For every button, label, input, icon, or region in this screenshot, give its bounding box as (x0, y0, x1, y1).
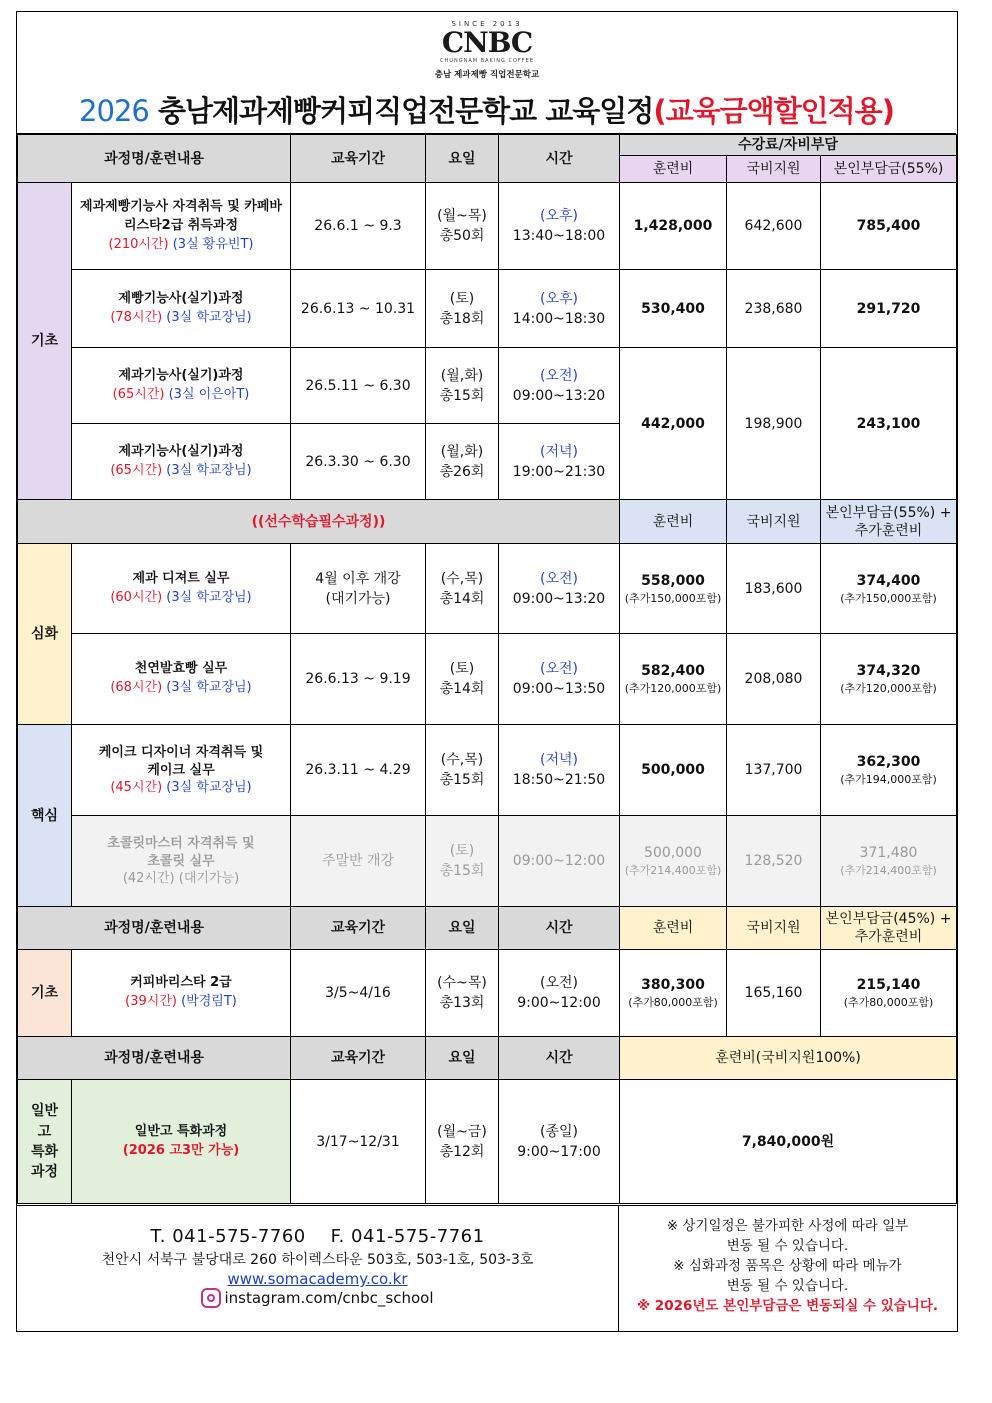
course-name: 제빵기능사(실기)과정 (78시간) (3실 학교장님) (72, 270, 291, 348)
course-time: (오후) 13:40~18:00 (499, 183, 620, 270)
header-row (18, 135, 957, 156)
prereq-fee-gov: 국비지원 (727, 500, 821, 544)
course-gov: 642,600 (727, 183, 821, 270)
course-name: 초콜릿마스터 자격취득 및 초콜릿 실무 (42시간) (대기가능) (72, 816, 291, 907)
course-time: (오전) 09:00~13:50 (499, 634, 620, 725)
course-time: (오전) 9:00~12:00 (499, 950, 620, 1037)
course-time: (오전) 09:00~13:20 (499, 544, 620, 634)
contact-info (17, 1206, 619, 1332)
header-fee-self: 본인부담금(55%) (821, 156, 957, 183)
page-title: 2026 충남제과제빵커피직업전문학교 교육일정(교육금액할인적용) (79, 94, 894, 128)
course-name: 케이크 디자이너 자격취득 및 케이크 실무 (45시간) (3실 학교장님) (72, 725, 291, 816)
course-time: (오전) 09:00~13:20 (499, 348, 620, 424)
course-time: (종일) 9:00~17:00 (499, 1080, 620, 1204)
shared-fee: 442,000 (620, 348, 727, 500)
header-fee-gov: 국비지원 (727, 156, 821, 183)
header-course: 과정명/훈련내용 (18, 135, 291, 183)
instagram-icon (201, 1288, 221, 1308)
shared-gov: 198,900 (727, 348, 821, 500)
course-day: (수~목) 총13회 (426, 950, 499, 1037)
course-period: 26.5.11 ~ 6.30 (291, 348, 426, 424)
course-self: 371,480 (추가214,400포함) (821, 816, 957, 907)
school-logo: SINCE 2013 CNBC CHUNGNAM BAKING COFFEE 충남 제과제빵 직업전문학교 (434, 20, 540, 80)
table-row (18, 950, 957, 1037)
category-advanced: 심화 (18, 544, 72, 725)
course-name: 제과기능사(실기)과정 (65시간) (3실 학교장님) (72, 424, 291, 500)
category-core: 핵심 (18, 725, 72, 907)
page-footer (17, 1205, 956, 1331)
course-name: 천연발효빵 실무 (68시간) (3실 학교장님) (72, 634, 291, 725)
course-self: 785,400 (821, 183, 957, 270)
course-day: (월~목) 총50회 (426, 183, 499, 270)
course-period: 26.6.13 ~ 9.19 (291, 634, 426, 725)
course-gov: 208,080 (727, 634, 821, 725)
course-day: (월,화) 총15회 (426, 348, 499, 424)
course-name: 커피바리스타 2급 (39시간) (박경림T) (72, 950, 291, 1037)
course-self: 362,300 (추가194,000포함) (821, 725, 957, 816)
course-gov: 238,680 (727, 270, 821, 348)
shared-self: 243,100 (821, 348, 957, 500)
course-period: 26.3.30 ~ 6.30 (291, 424, 426, 500)
instagram-link[interactable]: instagram.com/cnbc_school (201, 1288, 433, 1308)
notes: ※ 상기일정은 불가피한 사정에 따라 일부 변동 될 수 있습니다. ※ 심화과정 품목은 상황에 따라 메뉴가 변동 될 수 있습니다. ※ 2026년도 본인부담금은 변동되실 수 있습니다. (636, 1218, 939, 1314)
course-time: (저녁) 18:50~21:50 (499, 725, 620, 816)
course-period: 26.6.1 ~ 9.3 (291, 183, 426, 270)
course-day: (토) 총14회 (426, 634, 499, 725)
prereq-fee-training: 훈련비 (620, 500, 727, 544)
course-day: (수,목) 총14회 (426, 544, 499, 634)
category-basic: 기초 (18, 183, 72, 500)
course-self: 215,140 (추가80,000포함) (821, 950, 957, 1037)
course-gov: 183,600 (727, 544, 821, 634)
course-fee: 380,300 (추가80,000포함) (620, 950, 727, 1037)
page-header (17, 12, 956, 134)
table-row (18, 816, 957, 907)
course-day: (월~금) 총12회 (426, 1080, 499, 1204)
table-row (18, 544, 957, 634)
course-day: (토) 총15회 (426, 816, 499, 907)
course-period: 4월 이후 개강 (대기가능) (291, 544, 426, 634)
course-time: (오후) 14:00~18:30 (499, 270, 620, 348)
header-day: 요일 (426, 135, 499, 183)
course-fee: 1,428,000 (620, 183, 727, 270)
course-self: 374,400 (추가150,000포함) (821, 544, 957, 634)
course-fee: 500,000 (620, 725, 727, 816)
schedule-table (17, 134, 957, 1204)
course-gov: 137,700 (727, 725, 821, 816)
header-fee-training: 훈련비 (620, 156, 727, 183)
category-general: 일반 고 특화 과정 (18, 1080, 72, 1204)
table-row (18, 1080, 957, 1204)
header-time: 시간 (499, 135, 620, 183)
course-fee: 500,000 (추가214,400포함) (620, 816, 727, 907)
schedule-sheet (16, 11, 958, 1332)
course-self: 291,720 (821, 270, 957, 348)
course-period: 3/5~4/16 (291, 950, 426, 1037)
course-time: 09:00~12:00 (499, 816, 620, 907)
course-name: 제과제빵기능사 자격취득 및 카페바리스타2급 취득과정 (210시간) (3실 황유빈T) (72, 183, 291, 270)
table-row (18, 183, 957, 270)
prereq-fee-self: 본인부담금(55%) + 추가훈련비 (821, 500, 957, 544)
course-fee: 582,400 (추가120,000포함) (620, 634, 727, 725)
header-fee-group: 수강료/자비부담 (620, 135, 957, 156)
address: 천안시 서북구 불당대로 260 하이렉스타운 503호, 503-1호, 503-3호 (101, 1252, 534, 1268)
course-period: 26.6.13 ~ 10.31 (291, 270, 426, 348)
table-row (18, 270, 957, 348)
course-day: (월,화) 총26회 (426, 424, 499, 500)
course-day: (토) 총18회 (426, 270, 499, 348)
course-fee: 558,000 (추가150,000포함) (620, 544, 727, 634)
course-period: 26.3.11 ~ 4.29 (291, 725, 426, 816)
header-period: 교육기간 (291, 135, 426, 183)
table-row (18, 634, 957, 725)
coffee-header-row: 과정명/훈련내용 교육기간 요일 시간 훈련비 국비지원 본인부담금(45%) + 추가훈련비 (18, 907, 957, 950)
course-name: 일반고 특화과정 (2026 고3만 가능) (72, 1080, 291, 1204)
course-gov: 165,160 (727, 950, 821, 1037)
course-gov: 128,520 (727, 816, 821, 907)
phone-number: T. 041-575-7760 (150, 1226, 306, 1247)
category-coffee: 기초 (18, 950, 72, 1037)
general-header-row: 과정명/훈련내용 교육기간 요일 시간 훈련비(국비지원100%) (18, 1037, 957, 1080)
course-self: 374,320 (추가120,000포함) (821, 634, 957, 725)
course-fee: 530,400 (620, 270, 727, 348)
course-name: 제과기능사(실기)과정 (65시간) (3실 이은아T) (72, 348, 291, 424)
course-name: 제과 디져트 실무 (60시간) (3실 학교장님) (72, 544, 291, 634)
course-fee: 7,840,000원 (620, 1080, 957, 1204)
course-period: 주말반 개강 (291, 816, 426, 907)
fax-number: F. 041-575-7761 (330, 1226, 485, 1247)
table-row (18, 348, 957, 424)
website-link[interactable]: www.somacademy.co.kr (227, 1270, 408, 1288)
course-period: 3/17~12/31 (291, 1080, 426, 1204)
prereq-label: ((선수학습필수과정)) (18, 500, 620, 544)
course-time: (저녁) 19:00~21:30 (499, 424, 620, 500)
prereq-row (18, 500, 957, 544)
table-row (18, 725, 957, 816)
course-day: (수,목) 총15회 (426, 725, 499, 816)
